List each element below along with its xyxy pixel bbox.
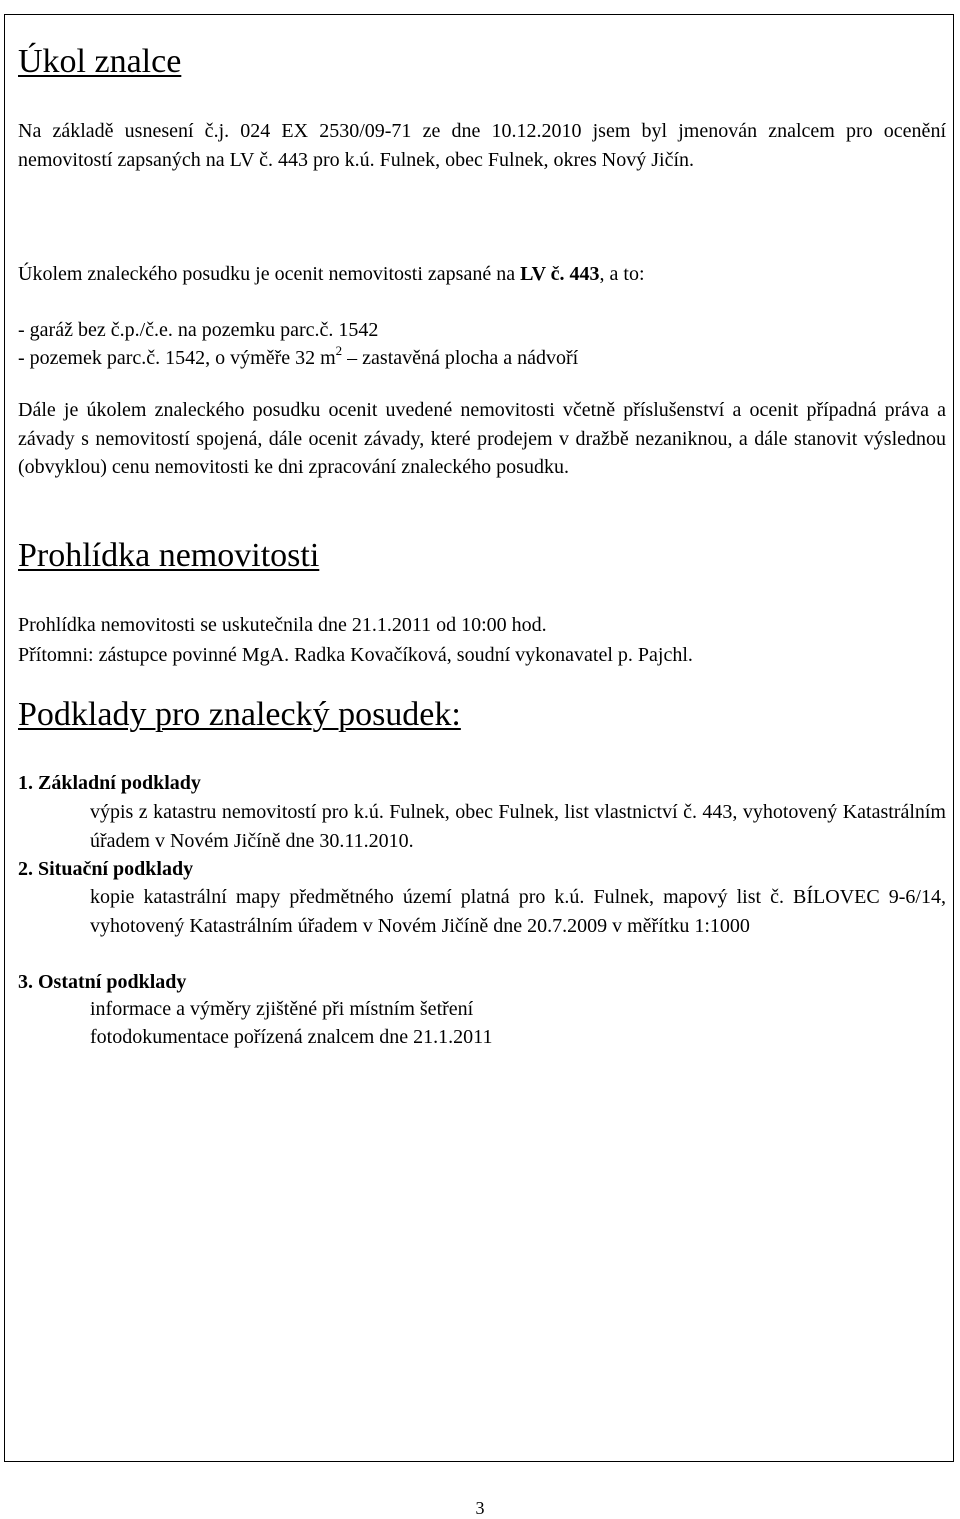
- list-item-land: [18, 343, 579, 370]
- source-text-3a: informace a výměry zjištěné při místním šetření: [90, 998, 474, 1020]
- source-text-2: kopie katastrální mapy předmětného území platná pro k.ú. Fulnek, mapový list č. BÍLOVEC 9-6/14, vyhotovený Katastrálním úřadem v Novém Jičíně dne 20.7.2009 v měřítku 1:1000: [90, 886, 946, 937]
- page-number: 3: [475, 1498, 485, 1518]
- inspection-date: Prohlídka nemovitosti se uskutečnila dne 21.1.2011 od 10:00 hod.: [18, 614, 547, 636]
- land-text-before: - pozemek parc.č. 1542, o výměře 32 m: [18, 347, 336, 369]
- list-item-garage: - garáž bez č.p./č.e. na pozemku parc.č. 1542: [18, 319, 379, 341]
- section-title-prohlidka: Prohlídka nemovitosti: [18, 537, 320, 574]
- source-heading-2: 2. Situační podklady: [18, 858, 194, 880]
- source-heading-3: 3. Ostatní podklady: [18, 971, 187, 993]
- intro-paragraph: Na základě usnesení č.j. 024 EX 2530/09-71 ze dne 10.12.2010 jsem byl jmenován znalcem pro ocenění nemovitostí zapsaných na LV č. 443 pro k.ú. Fulnek, obec Fulnek, okres Nový Jičín.: [18, 120, 946, 171]
- source-text-1: výpis z katastru nemovitostí pro k.ú. Fulnek, obec Fulnek, list vlastnictví č. 443, vyhotovený Katastrálním úřadem v Novém Jičíně dne 30.11.2010.: [90, 801, 946, 852]
- task-text-before: Úkolem znaleckého posudku je ocenit nemovitosti zapsané na: [18, 263, 521, 285]
- land-superscript: 2: [335, 343, 343, 359]
- further-task-paragraph: Dále je úkolem znaleckého posudku ocenit uvedené nemovitosti včetně příslušenství a ocenit případná práva a závady s nemovitostí spojená, dále ocenit závady, které prodejem v dražbě nezaniknou, a dále stanovit výslednou (obvyklou) cenu nemovitosti ke dni zpracování znaleckého posudku.: [18, 399, 946, 479]
- inspection-attendees: Přítomni: zástupce povinné MgA. Radka Kovačíková, soudní vykonavatel p. Pajchl.: [18, 644, 693, 666]
- task-text-after: , a to:: [599, 263, 645, 285]
- task-line: [18, 262, 645, 286]
- section-title-ukol-znalce: Úkol znalce: [18, 43, 182, 80]
- source-text-3b: fotodokumentace pořízená znalcem dne 21.1.2011: [90, 1026, 493, 1048]
- land-text-after: – zastavěná plocha a nádvoří: [342, 347, 579, 369]
- source-heading-1: 1. Základní podklady: [18, 772, 201, 794]
- page-frame: [4, 14, 954, 1462]
- section-title-podklady: Podklady pro znalecký posudek:: [18, 696, 461, 733]
- lv-number: LV č. 443: [520, 263, 600, 285]
